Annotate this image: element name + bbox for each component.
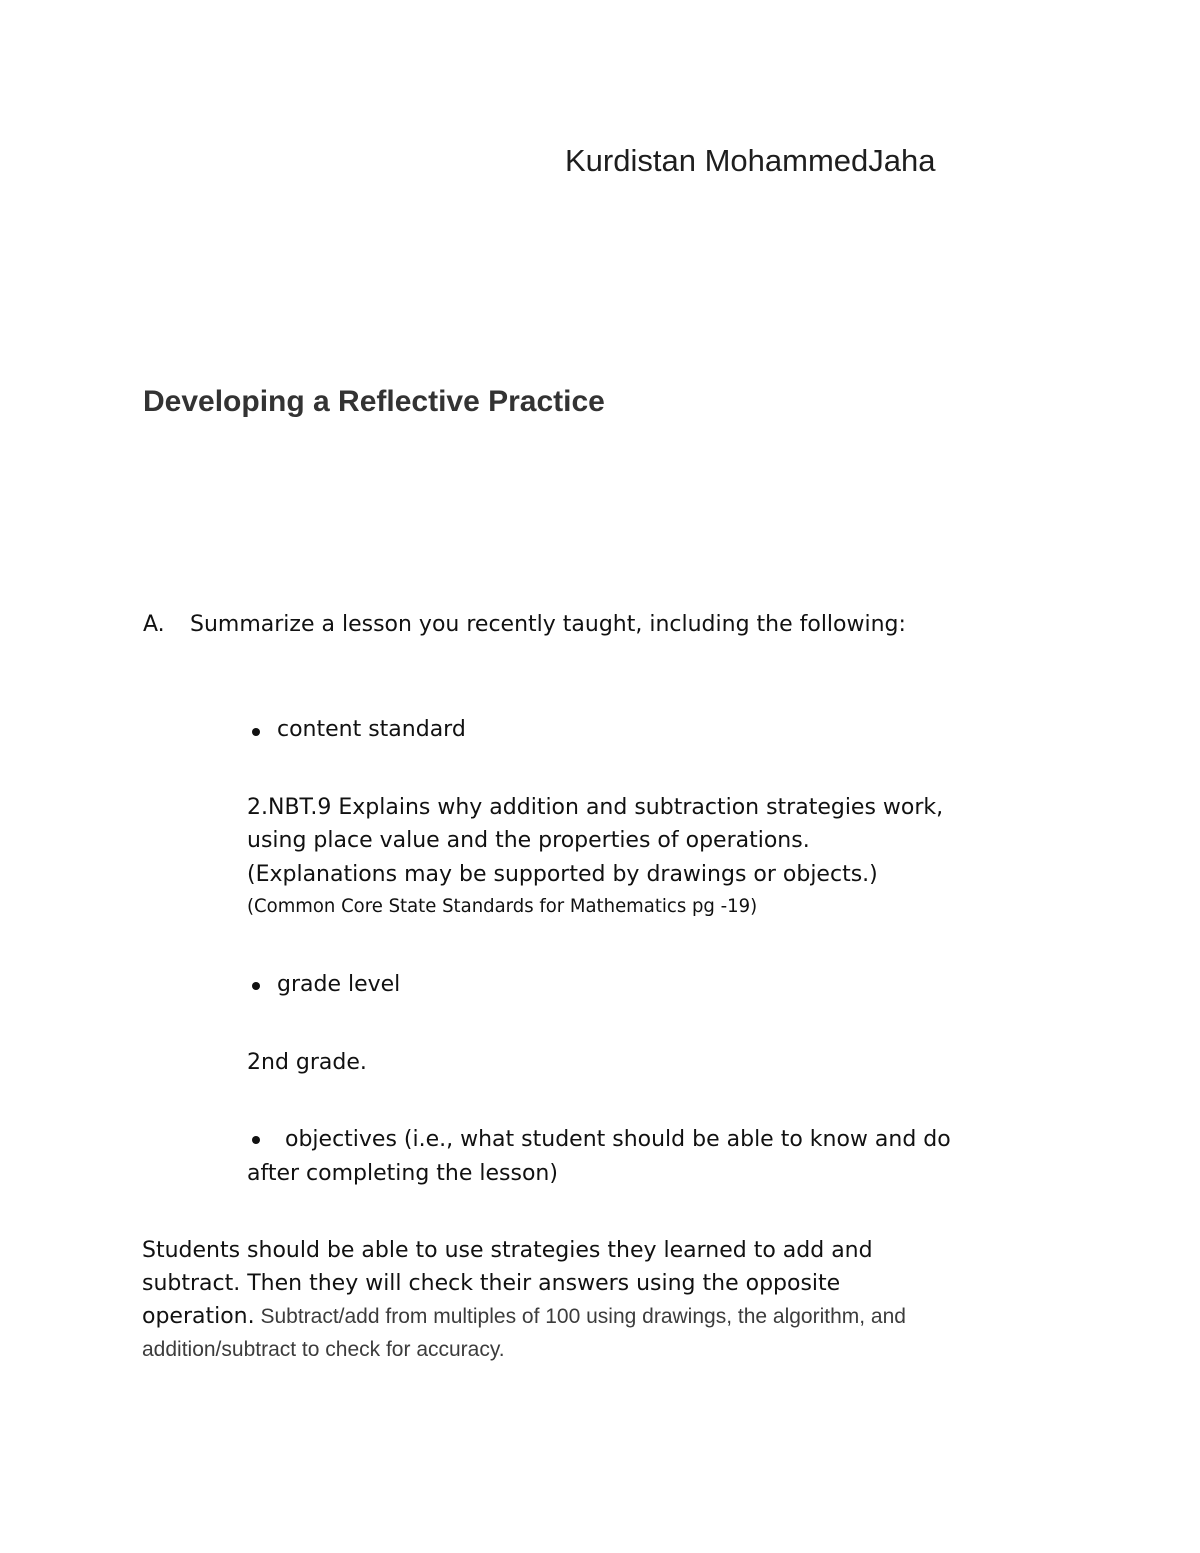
bullet-icon bbox=[252, 728, 260, 736]
bullet-grade-level: grade level bbox=[277, 972, 401, 997]
bullet-content-standard: content standard bbox=[277, 717, 466, 742]
answer-operation-word: operation. bbox=[142, 1304, 255, 1329]
answer-line-4: addition/subtract to check for accuracy. bbox=[142, 1338, 505, 1361]
author-name: Kurdistan MohammedJaha bbox=[565, 143, 936, 178]
section-a-marker: A. bbox=[143, 612, 165, 637]
answer-line-3-rest: Subtract/add from multiples of 100 using drawings, the algorithm, and bbox=[254, 1305, 906, 1328]
standard-citation: (Common Core State Standards for Mathematics pg -19) bbox=[247, 895, 758, 917]
bullet-objectives-line-2: after completing the lesson) bbox=[247, 1161, 558, 1186]
answer-line-1: Students should be able to use strategies they learned to add and bbox=[142, 1238, 873, 1263]
document-title: Developing a Reflective Practice bbox=[143, 385, 605, 418]
answer-line-2: subtract. Then they will check their answers using the opposite bbox=[142, 1271, 841, 1296]
bullet-objectives-line-1: objectives (i.e., what student should be able to know and do bbox=[285, 1127, 951, 1152]
answer-line-3 bbox=[142, 1304, 906, 1329]
section-a-prompt: Summarize a lesson you recently taught, including the following: bbox=[190, 612, 906, 637]
bullet-icon bbox=[252, 982, 260, 990]
bullet-icon bbox=[252, 1136, 260, 1144]
standard-line-3: (Explanations may be supported by drawings or objects.) bbox=[247, 862, 878, 887]
standard-line-1: 2.NBT.9 Explains why addition and subtraction strategies work, bbox=[247, 795, 944, 820]
grade-value: 2nd grade. bbox=[247, 1050, 367, 1075]
standard-line-2: using place value and the properties of operations. bbox=[247, 828, 810, 853]
